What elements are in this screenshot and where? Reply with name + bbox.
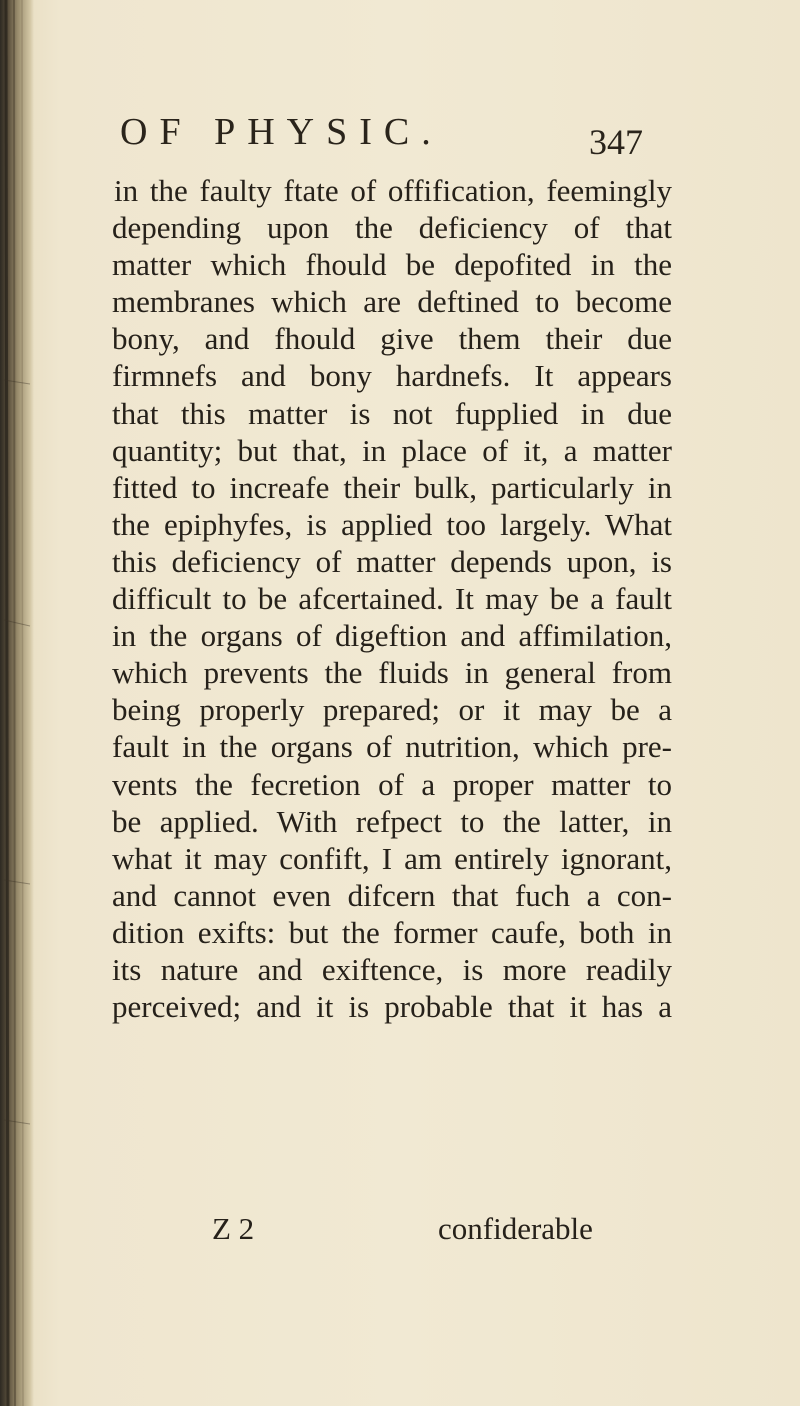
text-line: difficult to be afcertained. It may be a fault <box>112 581 672 617</box>
text-line: bony, and fhould give them their due <box>112 321 672 357</box>
text-line: fault in the organs of nutrition, which pre- <box>112 729 672 765</box>
text-line: vents the fecretion of a proper matter to <box>112 766 672 802</box>
binding-texture <box>2 0 32 1406</box>
text-line: what it may confift, I am entirely ignorant, <box>112 840 672 876</box>
page-footer <box>112 1210 672 1248</box>
text-line: this deficiency of matter depends upon, is <box>112 543 672 579</box>
text-line: be applied. With refpect to the latter, in <box>112 803 672 839</box>
text-line: being properly prepared; or it may be a <box>112 692 672 728</box>
page-number: 347 <box>589 122 643 162</box>
text-line: matter which fhould be depofited in the <box>112 247 672 283</box>
text-line: and cannot even difcern that fuch a con- <box>112 877 672 913</box>
text-line: that this matter is not fupplied in due <box>112 395 672 431</box>
text-line: fitted to increafe their bulk, particularly in <box>112 469 672 505</box>
signature-mark: Z 2 <box>212 1211 255 1246</box>
page-binding-edge <box>0 0 34 1406</box>
text-line: which prevents the fluids in general from <box>112 655 672 691</box>
text-line: its nature and exiftence, is more readily <box>112 951 672 987</box>
body-text <box>112 172 672 1025</box>
text-line: quantity; but that, in place of it, a matter <box>112 432 672 468</box>
catchword: confiderable <box>438 1211 593 1246</box>
text-line: in the faulty ftate of offification, feemingly <box>114 173 672 208</box>
text-line: membranes which are deftined to become <box>112 284 672 320</box>
text-line: the epiphyfes, is applied too largely. What <box>112 506 672 542</box>
text-line: in the organs of digeftion and affimilation, <box>112 618 672 654</box>
running-head: OF PHYSIC. <box>120 111 443 153</box>
text-line: perceived; and it is probable that it has a <box>112 989 672 1025</box>
text-line: dition exifts: but the former caufe, both in <box>112 914 672 950</box>
text-line: depending upon the deficiency of that <box>112 210 672 246</box>
text-line: firmnefs and bony hardnefs. It appears <box>112 358 672 394</box>
page-header <box>120 108 680 168</box>
